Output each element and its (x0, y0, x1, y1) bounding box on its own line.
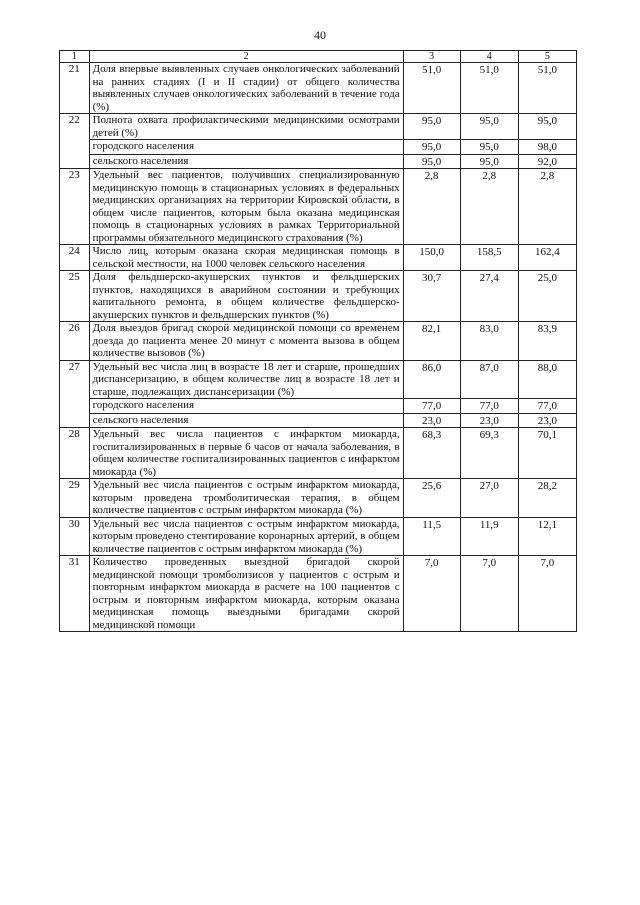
value-col-3: 77,0 (403, 399, 460, 414)
table-row (60, 169, 577, 245)
table-subrow (60, 413, 577, 428)
row-number-empty (60, 399, 90, 414)
value-col-5: 70,1 (518, 428, 576, 479)
value-col-5: 12,1 (518, 517, 576, 556)
row-number: 28 (60, 428, 90, 479)
value-col-5: 77,0 (518, 399, 576, 414)
value-col-3: 2,8 (403, 169, 460, 245)
value-col-4: 69,3 (460, 428, 518, 479)
value-col-4: 51,0 (460, 63, 518, 114)
header-col-1: 1 (60, 51, 90, 63)
subindicator-text: сельского населения (89, 413, 403, 428)
value-col-4: 83,0 (460, 322, 518, 361)
table-row (60, 360, 577, 399)
indicator-text: Удельный вес числа пациентов с инфарктом миокарда, госпитализированных в первые 6 часов от начала заболевания, в общем количестве госпитализированных пациентов с инфарктом миокарда (%) (89, 428, 403, 479)
page-number: 40 (314, 28, 326, 42)
value-col-4: 2,8 (460, 169, 518, 245)
subindicator-text: сельского населения (89, 154, 403, 169)
row-number: 31 (60, 556, 90, 632)
value-col-3: 86,0 (403, 360, 460, 399)
indicator-text: Удельный вес пациентов, получивших специализированную медицинскую помощь в стационарных условиях в федеральных медицинских организациях на территории Кировской области, в общем числе пациентов, которым была оказана медицинская помощь в стационарных условиях в рамках Территориальной программы обязательного медицинского страхования (%) (89, 169, 403, 245)
table-header-row (60, 51, 577, 63)
value-col-5: 7,0 (518, 556, 576, 632)
value-col-5: 162,4 (518, 245, 576, 271)
value-col-4: 7,0 (460, 556, 518, 632)
value-col-4: 95,0 (460, 140, 518, 155)
indicators-table (59, 50, 577, 632)
indicator-text: Количество проведенных выездной бригадой скорой медицинской помощи тромболизисов у пациентов с острым и повторным инфарктом миокарда в расчете на 100 пациентов с острым и повторным инфарктом миокарда, которым оказана медицинская помощь выездными бригадами скорой медицинской помощи (89, 556, 403, 632)
indicator-text: Число лиц, которым оказана скорая медицинская помощь в сельской местности, на 1000 человек сельского населения (89, 245, 403, 271)
value-col-3: 23,0 (403, 413, 460, 428)
value-col-3: 82,1 (403, 322, 460, 361)
indicator-text: Удельный вес числа пациентов с острым инфарктом миокарда, которым проведена тромболитическая терапия, в общем количестве пациентов с острым инфарктом миокарда (%) (89, 479, 403, 518)
value-col-5: 51,0 (518, 63, 576, 114)
indicator-text: Полнота охвата профилактическими медицинскими осмотрами детей (%) (89, 114, 403, 140)
value-col-4: 87,0 (460, 360, 518, 399)
table-row (60, 63, 577, 114)
value-col-5: 83,9 (518, 322, 576, 361)
value-col-4: 95,0 (460, 154, 518, 169)
value-col-3: 150,0 (403, 245, 460, 271)
value-col-4: 77,0 (460, 399, 518, 414)
row-number: 21 (60, 63, 90, 114)
row-number-empty (60, 413, 90, 428)
value-col-4: 11,9 (460, 517, 518, 556)
value-col-5: 98,0 (518, 140, 576, 155)
indicator-text: Доля впервые выявленных случаев онкологических заболеваний на ранних стадиях (I и II стадии) от общего количества выявленных случаев онкологических заболеваний в течение года (%) (89, 63, 403, 114)
value-col-4: 23,0 (460, 413, 518, 428)
header-col-5: 5 (518, 51, 576, 63)
subindicator-text: городского населения (89, 140, 403, 155)
header-col-3: 3 (403, 51, 460, 63)
table-subrow (60, 399, 577, 414)
value-col-5: 92,0 (518, 154, 576, 169)
value-col-3: 95,0 (403, 114, 460, 140)
row-number-empty (60, 154, 90, 169)
table-subrow (60, 154, 577, 169)
indicator-text: Удельный вес числа лиц в возрасте 18 лет и старше, прошедших диспансеризацию, в общем количестве лиц в возрасте 18 лет и старше, подлежащих диспансеризации (%) (89, 360, 403, 399)
value-col-3: 7,0 (403, 556, 460, 632)
value-col-4: 95,0 (460, 114, 518, 140)
table-row (60, 271, 577, 322)
table-row (60, 556, 577, 632)
row-number: 22 (60, 114, 90, 140)
value-col-5: 2,8 (518, 169, 576, 245)
indicator-text: Удельный вес числа пациентов с острым инфарктом миокарда, которым проведено стентирование коронарных артерий, в общем количестве пациентов с острым инфарктом миокарда (%) (89, 517, 403, 556)
value-col-3: 25,6 (403, 479, 460, 518)
value-col-4: 27,0 (460, 479, 518, 518)
row-number-empty (60, 140, 90, 155)
indicator-text: Доля выездов бригад скорой медицинской помощи со временем доезда до пациента менее 20 минут с момента вызова в общем количестве вызовов (%) (89, 322, 403, 361)
value-col-5: 25,0 (518, 271, 576, 322)
value-col-5: 95,0 (518, 114, 576, 140)
value-col-5: 23,0 (518, 413, 576, 428)
indicator-text: Доля фельдшерско-акушерских пунктов и фельдшерских пунктов, находящихся в аварийном состоянии и требующих капитального ремонта, в общем количестве фельдшерско-акушерских пунктов и фельдшерских пунктов (%) (89, 271, 403, 322)
value-col-4: 27,4 (460, 271, 518, 322)
table-row (60, 245, 577, 271)
value-col-5: 88,0 (518, 360, 576, 399)
subindicator-text: городского населения (89, 399, 403, 414)
row-number: 29 (60, 479, 90, 518)
value-col-3: 68,3 (403, 428, 460, 479)
row-number: 25 (60, 271, 90, 322)
value-col-4: 158,5 (460, 245, 518, 271)
value-col-3: 95,0 (403, 154, 460, 169)
row-number: 24 (60, 245, 90, 271)
value-col-3: 11,5 (403, 517, 460, 556)
value-col-3: 95,0 (403, 140, 460, 155)
table-subrow (60, 140, 577, 155)
row-number: 27 (60, 360, 90, 399)
table-row (60, 114, 577, 140)
value-col-3: 51,0 (403, 63, 460, 114)
header-col-2: 2 (89, 51, 403, 63)
row-number: 30 (60, 517, 90, 556)
value-col-3: 30,7 (403, 271, 460, 322)
table-row (60, 479, 577, 518)
table-row (60, 322, 577, 361)
value-col-5: 28,2 (518, 479, 576, 518)
row-number: 26 (60, 322, 90, 361)
table-row (60, 517, 577, 556)
row-number: 23 (60, 169, 90, 245)
header-col-4: 4 (460, 51, 518, 63)
table-row (60, 428, 577, 479)
